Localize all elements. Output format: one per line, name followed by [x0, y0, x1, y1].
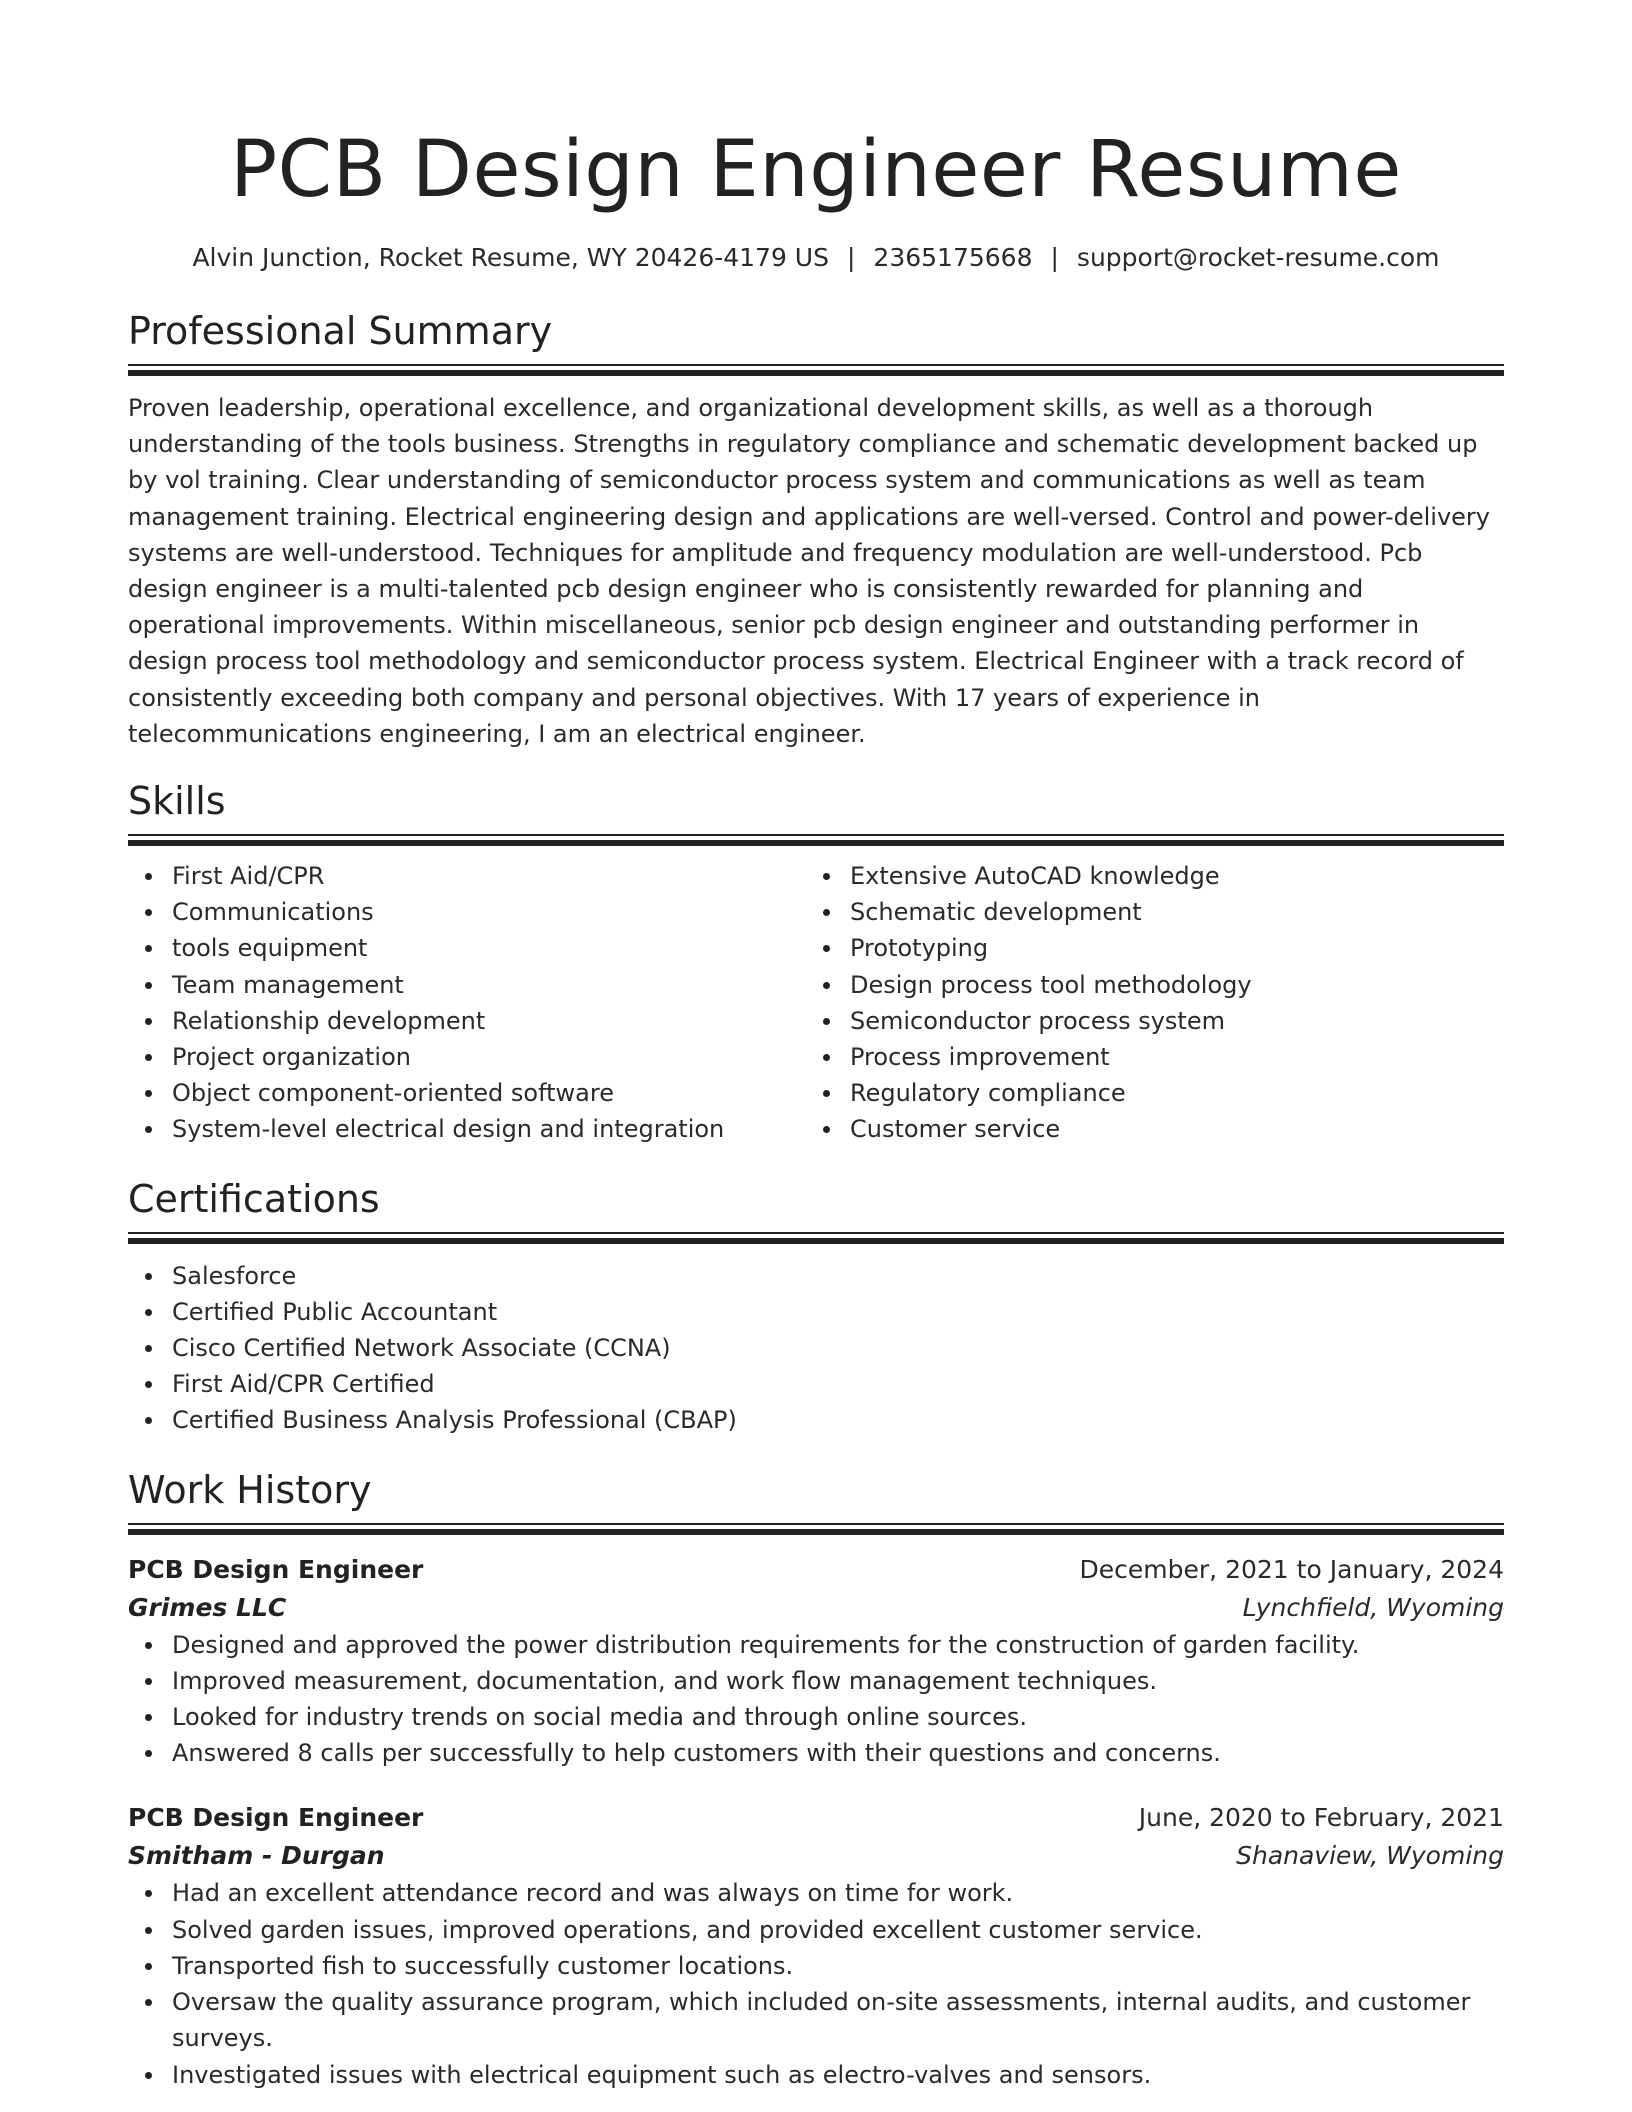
skill-item: Relationship development [128, 1003, 806, 1039]
skills-columns [128, 858, 1504, 1148]
job-dates: June, 2020 to February, 2021 [1138, 1803, 1504, 1833]
skill-item: Prototyping [806, 930, 1484, 966]
skills-heading: Skills [128, 779, 226, 824]
job-title: PCB Design Engineer [128, 1554, 424, 1584]
skill-item: Semiconductor process system [806, 1003, 1484, 1039]
skill-item: Team management [128, 967, 806, 1003]
job-bullet: Designed and approved the power distribution requirements for the construction of garden facility. [128, 1627, 1504, 1663]
job-location: Shanaview, Wyoming [1236, 1841, 1504, 1871]
job-entry [128, 1551, 1504, 1772]
contact-separator: | [1050, 243, 1059, 272]
skill-item: Customer service [806, 1111, 1484, 1147]
job-bullet: Improved measurement, documentation, and work flow management techniques. [128, 1663, 1504, 1699]
resume-page [128, 0, 1504, 2093]
work-history-heading: Work History [128, 1467, 372, 1512]
job-bullet: Oversaw the quality assurance program, which included on-site assessments, internal audits, and customer surveys. [128, 1984, 1504, 2056]
contact-separator: | [846, 243, 856, 272]
summary-section [128, 308, 1504, 752]
certifications-section [128, 1176, 1504, 1439]
section-divider [128, 364, 1504, 376]
skill-item: System-level electrical design and integration [128, 1111, 806, 1147]
job-entry [128, 1799, 1504, 2092]
skills-right-column [806, 858, 1484, 1148]
contact-email[interactable]: support@rocket-resume.com [1076, 243, 1440, 272]
job-dates: December, 2021 to January, 2024 [1079, 1554, 1504, 1584]
section-divider [128, 834, 1504, 846]
skill-item: Process improvement [806, 1039, 1484, 1075]
skill-item: Schematic development [806, 894, 1484, 930]
job-bullet: Looked for industry trends on social media and through online sources. [128, 1699, 1504, 1735]
job-subheader [128, 1837, 1504, 1875]
job-company: Smitham - Durgan [128, 1841, 385, 1871]
job-bullet: Investigated issues with electrical equipment such as electro-valves and sensors. [128, 2057, 1504, 2093]
summary-heading: Professional Summary [128, 309, 553, 353]
resume-title: PCB Design Engineer Resume [230, 125, 1402, 215]
certification-item: Cisco Certified Network Associate (CCNA) [128, 1330, 1504, 1366]
work-history-section [128, 1467, 1504, 2093]
job-bullet: Had an excellent attendance record and was always on time for work. [128, 1875, 1504, 1911]
certification-item: Certified Public Accountant [128, 1294, 1504, 1330]
job-bullet: Transported fish to successfully customer locations. [128, 1948, 1504, 1984]
summary-text: Proven leadership, operational excellence, and organizational development skills, as well as a thorough understanding of the tools business. Strengths in regulatory compliance and schematic development backed up by vol training. Clear understanding of semiconductor process system and communications as well as team management training. Electrical engineering design and applications are well-versed. Control and power-delivery systems are well-understood. Techniques for amplitude and frequency modulation are well-understood. Pcb design engineer is a multi-talented pcb design engineer who is consistently rewarded for planning and operational improvements. Within miscellaneous, senior pcb design engineer and outstanding performer in design process tool methodology and semiconductor process system. Electrical Engineer with a track record of consistently exceeding both company and personal objectives. With 17 years of experience in telecommunications engineering, I am an electrical engineer. [128, 394, 1490, 748]
section-divider [128, 1232, 1504, 1244]
skill-item: Communications [128, 894, 806, 930]
job-subheader [128, 1589, 1504, 1627]
skill-item: Design process tool methodology [806, 967, 1484, 1003]
skill-item: Object component-oriented software [128, 1075, 806, 1111]
job-header [128, 1551, 1504, 1589]
section-divider [128, 1523, 1504, 1535]
job-title: PCB Design Engineer [128, 1803, 424, 1833]
contact-line [128, 242, 1504, 274]
job-bullet: Solved garden issues, improved operations, and provided excellent customer service. [128, 1912, 1504, 1948]
job-company: Grimes LLC [128, 1592, 287, 1622]
skill-item: Regulatory compliance [806, 1075, 1484, 1111]
certification-item: First Aid/CPR Certified [128, 1366, 1504, 1402]
contact-phone: 2365175668 [873, 243, 1033, 272]
job-bullet: Answered 8 calls per successfully to help customers with their questions and concerns. [128, 1735, 1504, 1771]
skills-section [128, 778, 1504, 1148]
skill-item: tools equipment [128, 930, 806, 966]
skills-left-column [128, 858, 806, 1148]
skill-item: Project organization [128, 1039, 806, 1075]
contact-address: Alvin Junction, Rocket Resume, WY 20426-4179 US [192, 243, 829, 272]
skill-item: Extensive AutoCAD knowledge [806, 858, 1484, 894]
certifications-heading: Certifications [128, 1176, 380, 1221]
job-location: Lynchfield, Wyoming [1242, 1592, 1504, 1622]
skill-item: First Aid/CPR [128, 858, 806, 894]
certification-item: Certified Business Analysis Professional (CBAP) [128, 1402, 1504, 1438]
job-header [128, 1799, 1504, 1837]
certification-item: Salesforce [128, 1258, 1504, 1294]
